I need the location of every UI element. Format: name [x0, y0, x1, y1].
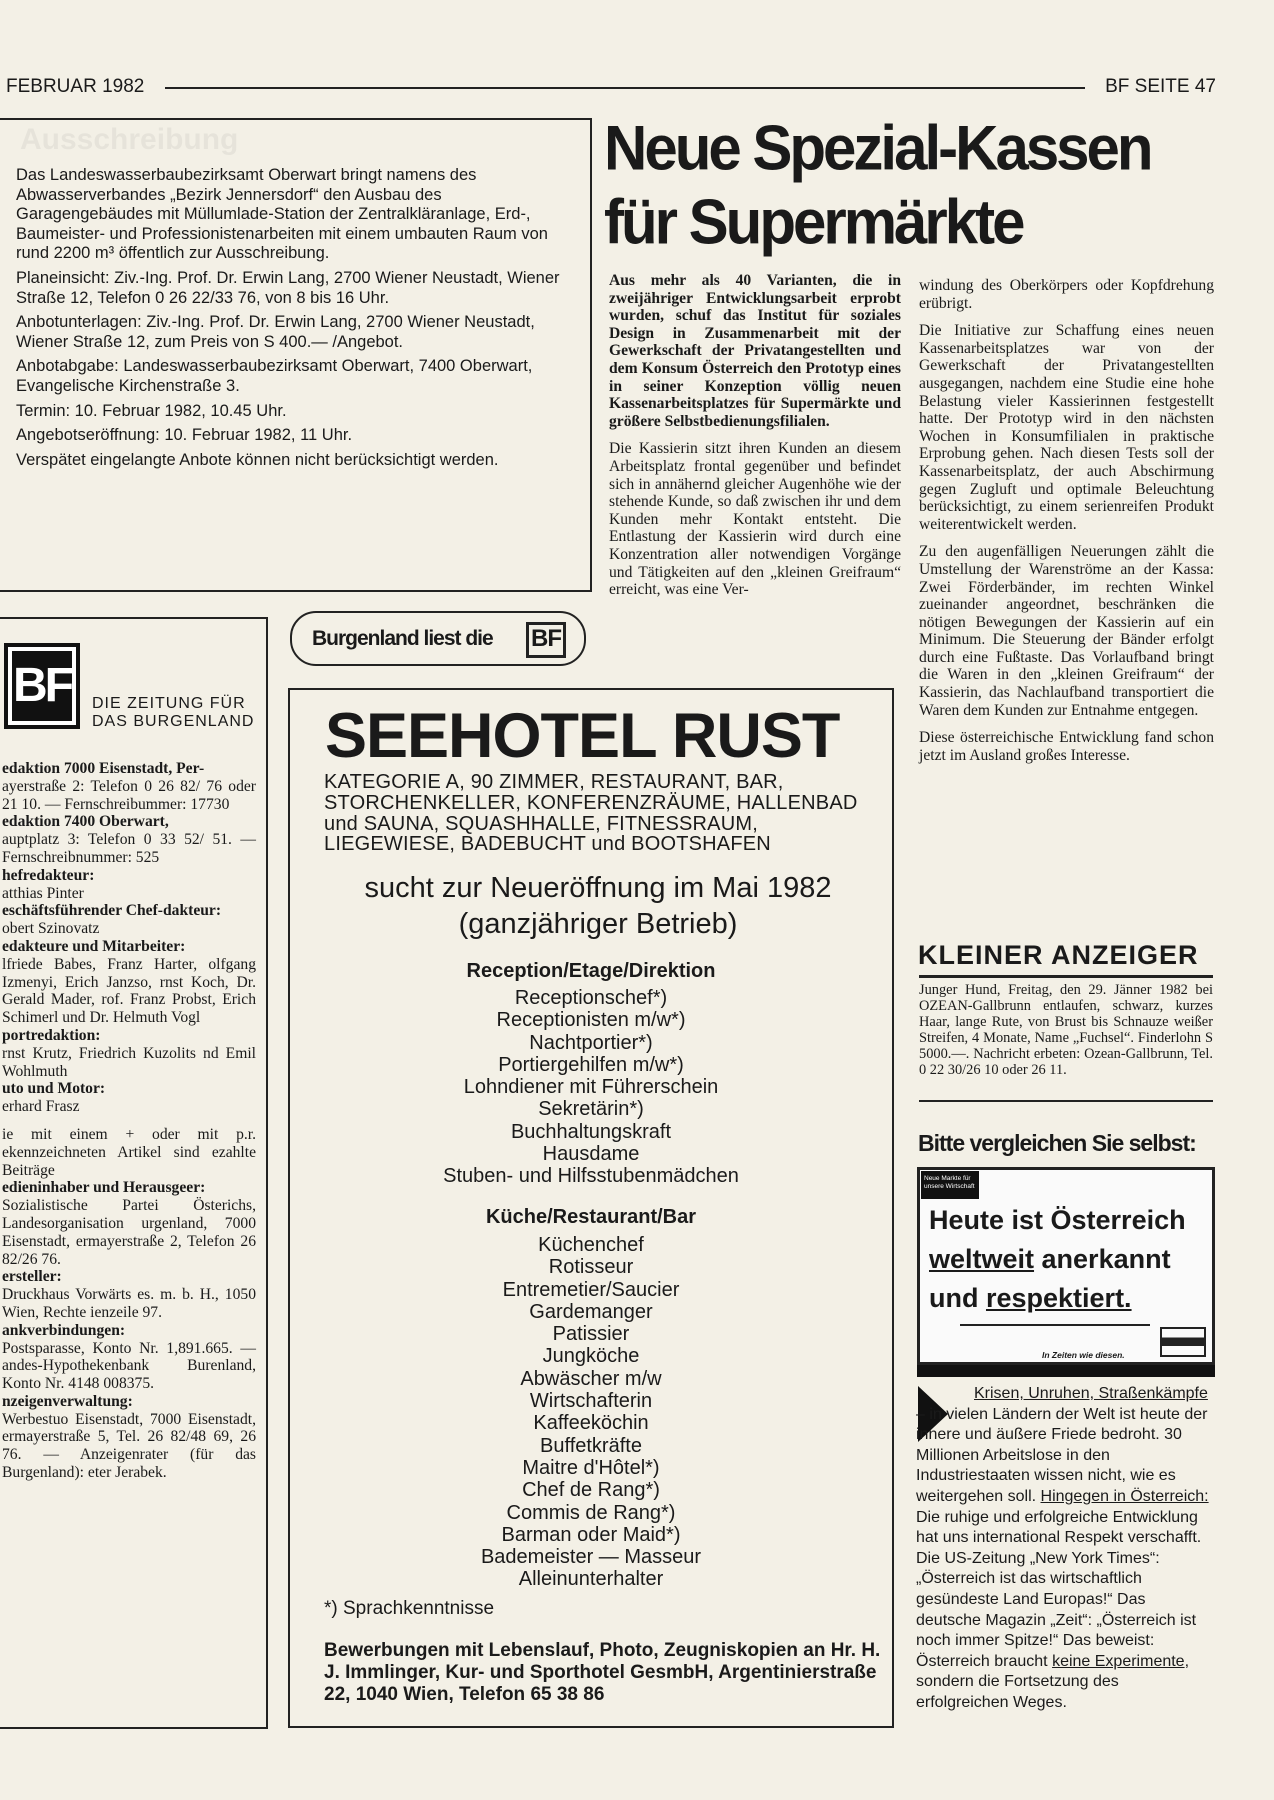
hotel-language-note: *) Sprachkenntnisse — [324, 1598, 495, 1619]
tender-deadline: Termin: 10. Februar 1982, 10.45 Uhr. — [16, 401, 287, 420]
job-list-kitchen — [288, 1234, 894, 1591]
impressum-text: ayerstraße 2: Telefon 0 26 82/ 76 oder 21 10. — Fernschreibummer: 17730 — [2, 777, 256, 813]
job-section-heading: Reception/Etage/Direktion — [466, 960, 716, 982]
job-item: Nachtportier*) — [529, 1031, 653, 1054]
impressum-block — [2, 1080, 256, 1116]
impressum-heading: portredaktion: — [2, 1026, 101, 1044]
header-date: FEBRUAR 1982 — [6, 76, 145, 97]
ad-bar — [917, 1365, 1215, 1377]
job-item: Rotisseur — [548, 1256, 634, 1279]
austria-flag-icon — [1160, 1327, 1206, 1357]
promo-burgenland-logo — [290, 611, 586, 666]
classified-rule — [919, 975, 1213, 978]
job-item: Barman oder Maid*) — [501, 1523, 681, 1546]
tender-submission: Anbotabgabe: Landeswasserbaubezirksamt Oberwart, 7400 Oberwart, Evangelische Kirchenstraße 3. — [16, 357, 533, 395]
tender-documents: Anbotunterlagen: Ziv.-Ing. Prof. Dr. Erwin Lang, 2700 Wiener Neustadt, Wiener Straße 12, zum Preis von S 400.— /Angebot. — [16, 313, 535, 351]
impressum-text: Postsparasse, Konto Nr. 1,891.665. — andes-Hypothekenbank Burenland, Konto Nr. 4148 008375. — [2, 1339, 256, 1393]
tender-plan-inspection: Planeinsicht: Ziv.-Ing. Prof. Dr. Erwin Lang, 2700 Wiener Neustadt, Wiener Straße 12, Telefon 0 26 22/33 76, von 8 bis 16 Uhr. — [16, 268, 560, 307]
impressum-heading: hefredakteur: — [2, 866, 95, 884]
job-section-heading: Küche/Restaurant/Bar — [485, 1206, 697, 1228]
classified-title: KLEINER ANZEIGER — [918, 940, 1199, 970]
impressum-heading: uto und Motor: — [2, 1080, 106, 1098]
job-item: Receptionisten m/w*) — [496, 1009, 686, 1032]
job-item: Entremetier/Saucier — [502, 1278, 680, 1301]
impressum-heading: edakteure und Mitarbeiter: — [2, 937, 186, 955]
job-item: Lohndiener mit Führerschein — [463, 1076, 719, 1099]
ad-label: Neue Markte für unsere Wirtschaft — [921, 1171, 979, 1199]
impressum-text: Werbestuo Eisenstadt, 7000 Eisenstadt, ermayerstraße 5, Tel. 26 82/48 69, 26 76. — Anzeigenrater (für das Burgenland): eter Jerabek. — [2, 1410, 256, 1482]
impressum-text: obert Szinovatz — [2, 920, 100, 938]
article-column-1 — [609, 272, 901, 599]
job-item: Gardemanger — [529, 1300, 653, 1323]
tender-late-note: Verspätet eingelangte Anbote können nicht berücksichtigt werden. — [16, 450, 499, 469]
impressum-block — [2, 1179, 256, 1268]
impressum-text: Druckhaus Vorwärts es. m. b. H., 1050 Wien, Rechte ienzeile 97. — [2, 1286, 256, 1321]
job-item: Portiergehilfen m/w*) — [498, 1053, 684, 1076]
header-rule — [165, 87, 1085, 89]
ad-footer: In Zeiten wie diesen. — [1042, 1350, 1125, 1360]
hotel-application-info: Bewerbungen mit Lebenslauf, Photo, Zeugniskopien an Hr. H. J. Immlinger, Kur- und Sporthotel GesmbH, Argentinierstraße 22, 1040 Wien, Telefon 65 38 86 — [324, 1640, 881, 1705]
job-item: Receptionschef*) — [514, 987, 668, 1009]
tender-ghost-heading: Ausschreibung — [20, 123, 239, 156]
impressum-body — [2, 760, 256, 1482]
job-item: Küchenchef — [538, 1234, 644, 1256]
bf-logo-icon: BF — [526, 622, 566, 658]
impressum-heading: ankverbindungen: — [2, 1321, 126, 1339]
impressum-block — [2, 867, 256, 903]
impressum-block — [2, 938, 256, 1027]
ad-body-text: Krisen, Unruhen, Straßenkämpfe – in vielen Ländern der Welt ist heute der innere und äußere Friede bedroht. 30 Millionen Arbeitslose in den Industriestaaten wissen nicht, wie es weitergehen soll. Hingegen in Österreich: Die ruhige und erfolgreiche Entwicklung hat uns international Respekt verschafft. Die US-Zeitung „New York Times“: „Österreich ist das wirtschaftlich gesündeste Land Europas!“ Das deutsche Magazin „Zeit“: „Österreich ist noch immer Spitze!“ Das beweist: Österreich braucht keine Experimente, sondern die Fortsetzung des erfolgreichen Weges. — [916, 1385, 1209, 1711]
article-paragraph: Die Initiative zur Schaffung eines neuen Kassenarbeitsplatzes war von der Gewerkschaft der Privatangestellten ausgegangen, nachdem eine Studie eine hohe Belastung vieler Kassierinnen festgestellt hatte. Der Prototyp wird in den nächsten Wochen in Konsumfilialen in praktische Erprobung gehen. Nach diesen Tests soll der Kassenarbeitsplatz, der auch Abschirmung gegen Zugluft und optimale Beleuchtung berücksichtigt, zu einem serienreifen Produkt weiterentwickelt werden. — [919, 322, 1214, 533]
promo-text: Burgenland liest die — [312, 627, 493, 650]
hotel-title: SEEHOTEL RUST — [325, 701, 840, 771]
impressum-text: lfriede Babes, Franz Harter, olfgang Izmenyi, Erich Janzso, rnst Koch, Dr. Gerald Mader, rof. Franz Probst, Erich Schimerl und Dr. Helmuth Vogl — [2, 955, 256, 1027]
impressum-text: Sozialistische Partei Österichs, Landesorganisation urgenland, 7000 Eisenstadt, ermayerstraße 2, Telefon 26 82/26 76. — [2, 1197, 256, 1268]
article-paragraph: Die Kassierin sitzt ihren Kunden an diesem Arbeitsplatz frontal gegenüber und befindet sich in annähernd gleicher Augenhöhe wie der stehende Kunde, so daß zwischen ihr und dem Kunden mehr Kontakt entsteht. Die Entlastung der Kassierin wird durch eine Konzentration aller notwendigen Vorgänge und Tätigkeiten auf den „kleinen Greifraum“ erreicht, was eine Ver- — [609, 440, 901, 599]
classified-text: Junger Hund, Freitag, den 29. Jänner 1982 bei OZEAN-Gallbrunn entlaufen, schwarz, kurzes Haar, lange Rute, von Brust bis Schnauze weißer Streifen, 4 Monate, Name „Fuchsel“. Finderlohn S 5000.—. Nachricht erbeten: Ozean-Gallbrunn, Tel. 0 22 30/26 10 oder 26 11. — [919, 982, 1213, 1078]
job-item: Kaffeeköchin — [533, 1412, 649, 1435]
job-item: Sekretärin*) — [538, 1098, 644, 1121]
job-item: Buffetkräfte — [540, 1434, 642, 1457]
job-item: Chef de Rang*) — [522, 1479, 660, 1502]
impressum-block — [2, 760, 256, 813]
impressum-text: atthias Pinter — [2, 884, 84, 902]
headline-line-2: für Supermärkte — [604, 186, 1023, 257]
impressum-heading: eschäftsführender Chef-dakteur: — [2, 902, 222, 920]
hotel-category: KATEGORIE A, 90 ZIMMER, RESTAURANT, BAR, STORCHENKELLER, KONFERENZRÄUME, HALLENBAD und SAUNA, SQUASHHALLE, FITNESSRAUM, LIEGEWIESE, BADEBUCHT und BOOTSHAFEN — [324, 771, 858, 856]
job-item: Hausdame — [542, 1143, 640, 1166]
impressum-text: rnst Krutz, Friedrich Kuzolits nd Emil Wohlmuth — [2, 1044, 256, 1080]
article-paragraph: windung des Oberkörpers oder Kopfdrehung erübrigt. — [919, 277, 1214, 312]
job-item: Commis de Rang*) — [506, 1501, 676, 1524]
impressum-block — [2, 902, 256, 938]
job-item: Maitre d'Hôtel*) — [522, 1456, 660, 1479]
article-paragraph: Zu den augenfälligen Neuerungen zählt die Umstellung der Warenströme an der Kassa: Zwei Förderbänder, im rechten Winkel zueinander angeordnet, beschränken die nötigen Bewegungen der Kassierin auf ein Minimum. Die Steuerung der Bänder erfolgt durch eine Fußtaste. Das Vorlaufband bringt die Waren in den „kleinen Greifraum“ der Kassierin, das Nachlaufband transportiert die Waren dem Kunden zur Entnahme entgegen. — [919, 543, 1214, 719]
job-item: Wirtschafterin — [529, 1390, 653, 1413]
article-paragraph: Diese österreichische Entwicklung fand schon jetzt im Ausland großes Interesse. — [919, 729, 1214, 764]
ad-title: Bitte vergleichen Sie selbst: — [918, 1130, 1196, 1156]
job-item: Abwäscher m/w — [520, 1367, 662, 1390]
tender-intro: Das Landeswasserbaubezirksamt Oberwart bringt namens des Abwasserverbandes „Bezirk Jennersdorf“ den Ausbau des Garagengebäudes mit Müllumlade-Station der Zentralkläranlage, Erd-, Baumeister- und Professionistenarbeiten mit einem umbauten Raum von rund 2200 m³ öffentlich zur Ausschreibung. — [16, 166, 548, 263]
job-item: Bademeister — Masseur — [480, 1546, 702, 1569]
impressum-block — [2, 1393, 256, 1482]
job-item: Stuben- und Hilfsstubenmädchen — [443, 1165, 739, 1188]
impressum-block — [2, 1126, 256, 1179]
impressum-heading: ersteller: — [2, 1268, 62, 1286]
header-page-number: BF SEITE 47 — [1105, 76, 1216, 97]
impressum-heading: nzeigenverwaltung: — [2, 1392, 133, 1410]
article-lead: Aus mehr als 40 Varianten, die in zweijähriger Entwicklungsarbeit erprobt wurden, schuf das Institut für soziales Design in Zusammenarbeit mit der Gewerkschaft der Privatangestellten und dem Konsum Österreich den Prototyp eines in seiner Konzeption völlig neuen Kassenarbeitsplatzes für Supermärkte und größere Selbstbedienungsfilialen. — [609, 272, 901, 430]
impressum-text: auptplatz 3: Telefon 0 33 52/ 51. — Fernschreibnummer: 525 — [2, 831, 256, 866]
bf-logo: BF — [4, 643, 80, 729]
impressum-heading: edieninhaber und Herausgeer: — [2, 1179, 206, 1197]
impressum-block — [2, 1268, 256, 1321]
impressum-heading: edaktion 7400 Oberwart, — [2, 813, 169, 831]
impressum-block — [2, 1027, 256, 1080]
article-column-2 — [919, 277, 1214, 764]
classified-rule — [919, 1100, 1213, 1102]
job-item: Alleinunterhalter — [518, 1568, 664, 1591]
job-list-reception — [288, 987, 894, 1188]
article-headline — [604, 112, 1224, 259]
impressum-block — [2, 813, 256, 866]
impressum-text: ie mit einem + oder mit p.r. ekennzeichneten Artikel sind ezahlte Beiträge — [2, 1125, 256, 1179]
hotel-seeking: sucht zur Neueröffnung im Mai 1982 (ganzjähriger Betrieb) — [364, 872, 832, 940]
impressum-heading: edaktion 7000 Eisenstadt, Per- — [2, 760, 205, 777]
impressum-tagline: DIE ZEITUNG FÜR DAS BURGENLAND — [92, 695, 255, 730]
ad-headline: Heute ist Österreich weltweit anerkannt und respektiert. — [929, 1205, 1186, 1313]
job-item: Buchhaltungskraft — [510, 1120, 672, 1143]
headline-line-1: Neue Spezial-Kassen — [604, 113, 1151, 184]
impressum-text: erhard Frasz — [2, 1098, 80, 1116]
impressum-block — [2, 1322, 256, 1393]
ad-rule — [960, 1324, 1150, 1326]
job-item: Patissier — [552, 1323, 630, 1346]
tender-notice — [0, 118, 592, 592]
job-item: Jungköche — [542, 1345, 640, 1368]
tender-opening: Angebotseröffnung: 10. Februar 1982, 11 Uhr. — [16, 426, 353, 445]
